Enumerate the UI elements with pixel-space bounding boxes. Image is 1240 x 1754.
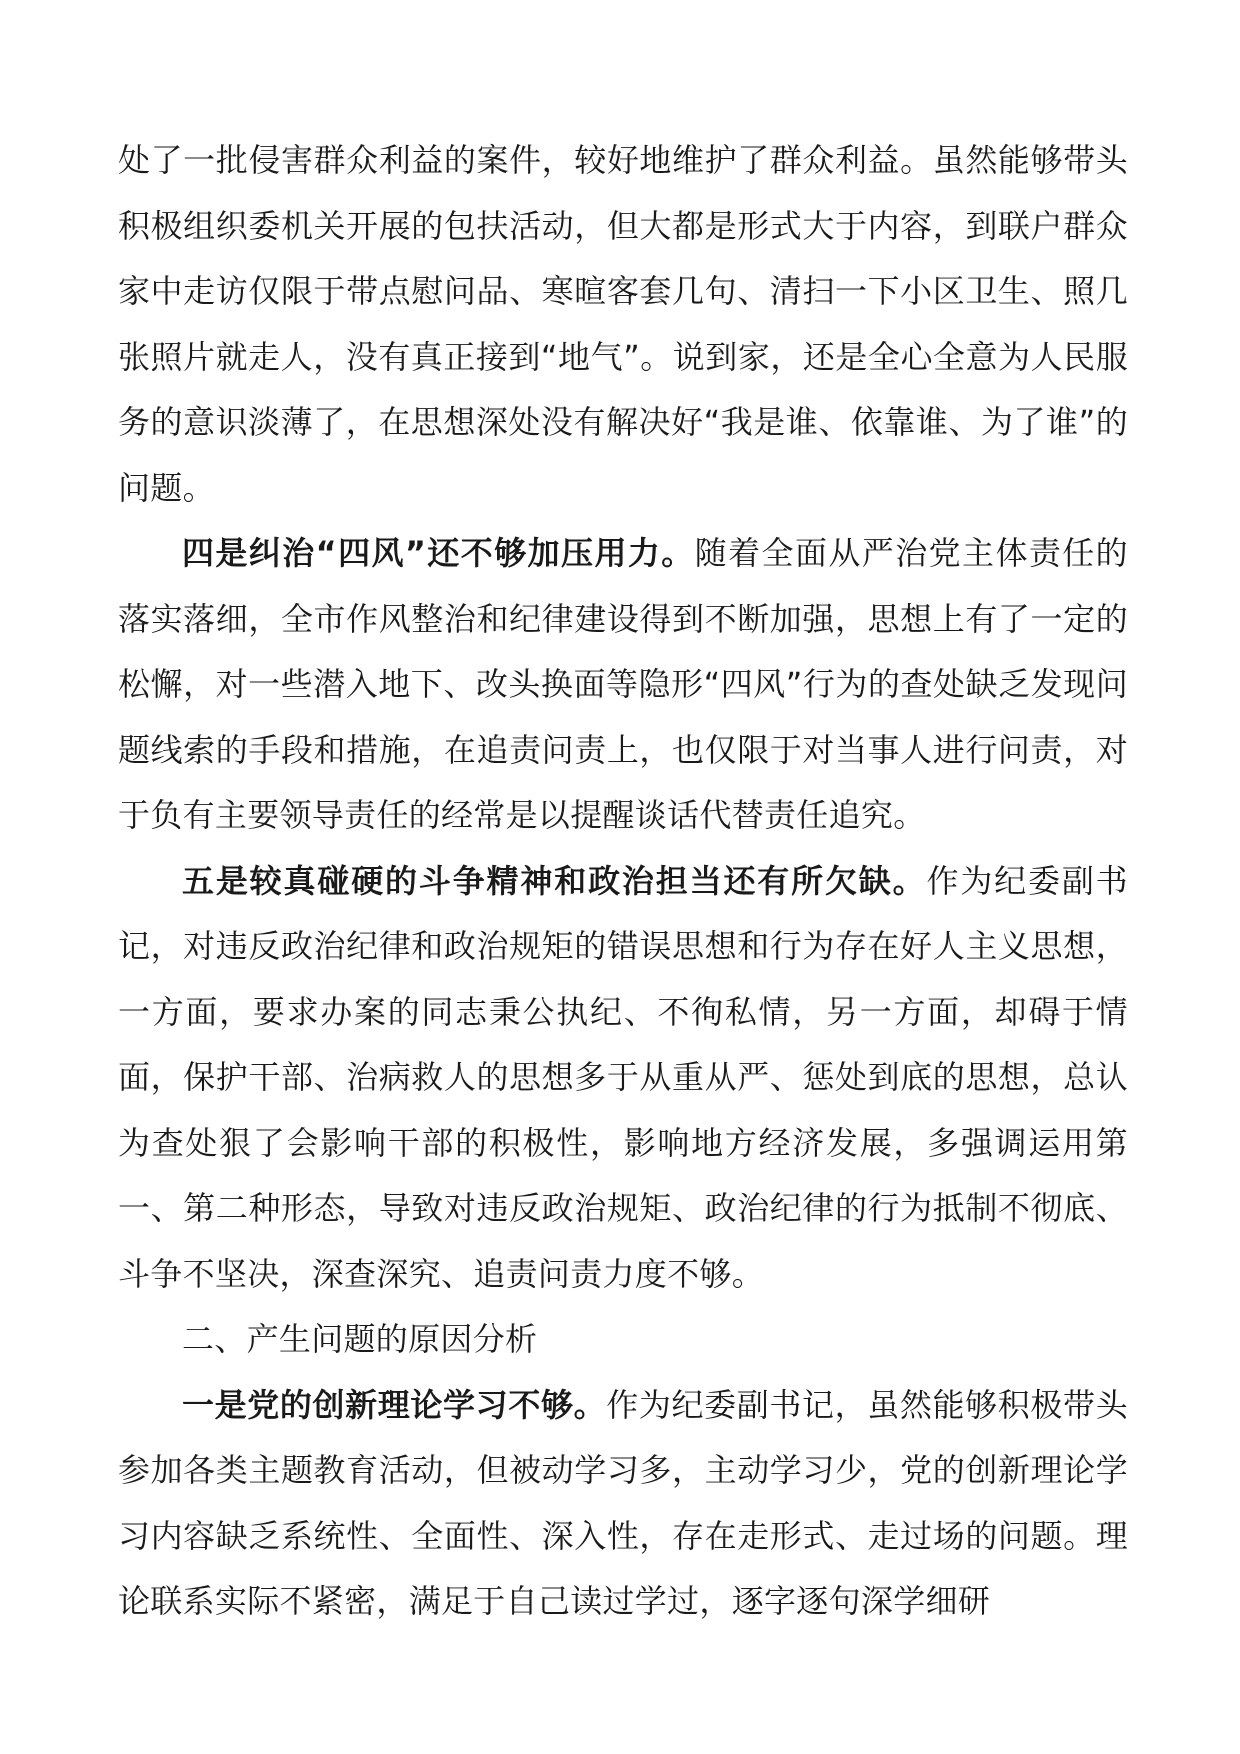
paragraph-continuation bbox=[118, 128, 1128, 521]
paragraph-text: 随着全面从严治党主体责任的落实落细，全市作风整治和纪律建设得到不断加强，思想上有了一定的松懈，对一些潜入地下、改头换面等隐形“四风”行为的查处缺乏发现问题线索的手段和措施，在追责问责上，也仅限于对当事人进行问责，对于负有主要领导责任的经常是以提醒谈话代替责任追究。 bbox=[118, 534, 1128, 834]
paragraph-item-four bbox=[118, 521, 1128, 849]
paragraph-item-one bbox=[118, 1373, 1128, 1635]
section-heading-text: 二、产生问题的原因分析 bbox=[182, 1320, 538, 1358]
section-heading bbox=[118, 1307, 1128, 1373]
document-body bbox=[118, 128, 1128, 1635]
paragraph-heading: 五是较真碰硬的斗争精神和政治担当还有所欠缺。 bbox=[182, 861, 927, 900]
paragraph-item-five bbox=[118, 849, 1128, 1308]
paragraph-heading: 四是纠治“四风”还不够加压用力。 bbox=[182, 534, 695, 572]
paragraph-text: 作为纪委副书记，对违反政治纪律和政治规矩的错误思想和行为存在好人主义思想，一方面，要求办案的同志秉公执纪、不徇私情，另一方面，却碍于情面，保护干部、治病救人的思想多于从重从严、惩处到底的思想，总认为查处狠了会影响干部的积极性，影响地方经济发展，多强调运用第一、第二种形态，导致对违反政治规矩、政治纪律的行为抵制不彻底、斗争不坚决，深查深究、追责问责力度不够。 bbox=[118, 861, 1128, 1293]
paragraph-text: 作为纪委副书记，虽然能够积极带头参加各类主题教育活动，但被动学习多，主动学习少，党的创新理论学习内容缺乏系统性、全面性、深入性，存在走形式、走过场的问题。理论联系实际不紧密，满足于自己读过学过，逐字逐句深学细研 bbox=[118, 1385, 1128, 1620]
paragraph-text: 处了一批侵害群众利益的案件，较好地维护了群众利益。虽然能够带头积极组织委机关开展的包扶活动，但大都是形式大于内容，到联户群众家中走访仅限于带点慰问品、寒暄客套几句、清扫一下小区卫生、照几张照片就走人，没有真正接到“地气”。说到家，还是全心全意为人民服务的意识淡薄了，在思想深处没有解决好“我是谁、依靠谁、为了谁”的问题。 bbox=[118, 141, 1128, 507]
paragraph-heading: 一是党的创新理论学习不够。 bbox=[182, 1385, 607, 1424]
